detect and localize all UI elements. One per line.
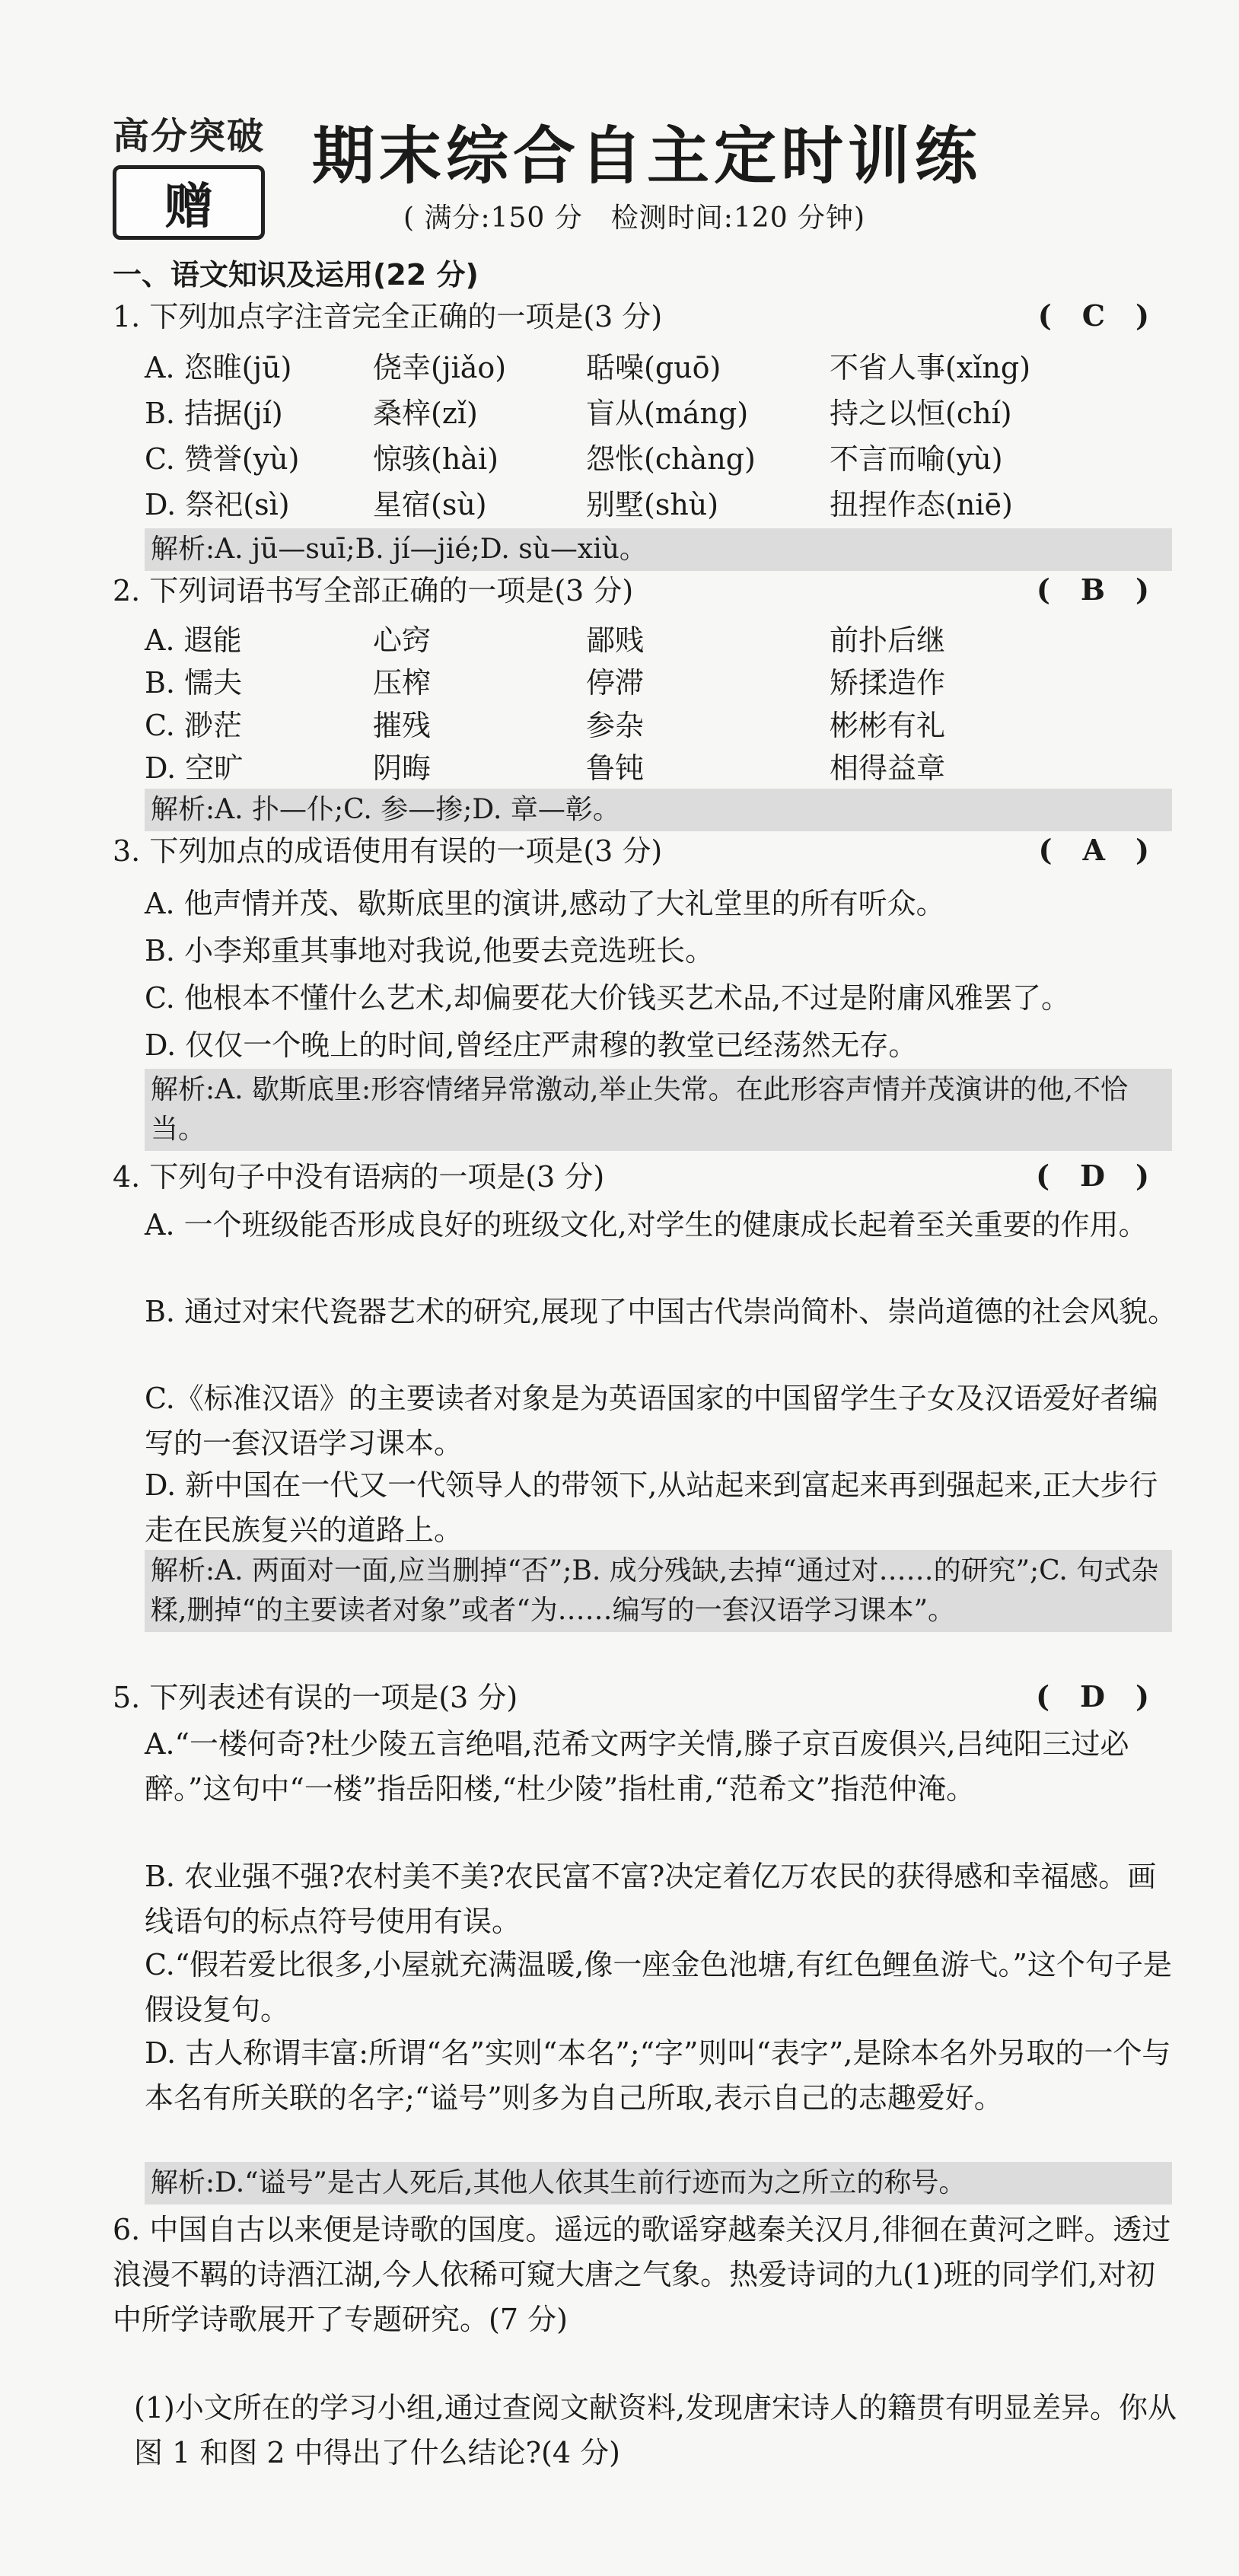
q5-answer: (D) [1036, 1679, 1180, 1714]
page-subtitle: ( 满分:150 分 检测时间:120 分钟) [403, 202, 866, 234]
q3-option-c: C. 他根本不懂什么艺术,却偏要花大价钱买艺术品,不过是附庸风雅罢了。 [145, 981, 1071, 1015]
q5-option-a: A.“一楼何奇?杜少陵五言绝唱,范希文两字关情,滕子京百废俱兴,吕纯阳三过必醉。”这句中“一楼”指岳阳楼,“杜少陵”指杜甫,“范希文”指范仲淹。 [145, 1727, 1129, 1806]
q2-a1: A. 遐能 [145, 623, 242, 657]
logo-text: 高分突破 [113, 115, 266, 158]
q1-d3: 别墅(shù) [586, 488, 719, 521]
q4-answer: (D) [1036, 1159, 1180, 1193]
q1-analysis: 解析:A. jū—suī;B. jí—jié;D. sù—xiù。 [145, 528, 1172, 571]
q2-d2: 阴晦 [373, 751, 432, 785]
q2-d1: D. 空旷 [145, 751, 244, 785]
q3-option-b: B. 小李郑重其事地对我说,他要去竞选班长。 [145, 934, 715, 968]
q3-option-d: D. 仅仅一个晚上的时间,曾经庄严肃穆的教堂已经荡然无存。 [145, 1028, 918, 1062]
q2-c1: C. 渺茫 [145, 709, 242, 742]
q6-sub1: (1)小文所在的学习小组,通过查阅文献资料,发现唐宋诗人的籍贯有明显差异。你从图 1 和图 2 中得出了什么结论?(4 分) [134, 2391, 1177, 2469]
q3-stem: 3. 下列加点的成语使用有误的一项是(3 分) [113, 834, 663, 868]
q1-stem: 1. 下列加点字注音完全正确的一项是(3 分) [113, 300, 663, 333]
q4-option-d: D. 新中国在一代又一代领导人的带领下,从站起来到富起来再到强起来,正大步行走在民族复兴的道路上。 [145, 1468, 1158, 1547]
q1-c3: 怨怅(chàng) [586, 442, 756, 476]
q2-a2: 心窍 [373, 623, 432, 657]
q3-answer: (A) [1038, 833, 1180, 867]
q1-answer: (C) [1037, 298, 1180, 333]
q2-c4: 彬彬有礼 [830, 709, 946, 742]
q2-a4: 前扑后继 [830, 623, 946, 657]
q5-option-d: D. 古人称谓丰富:所谓“名”实则“本名”;“字”则叫“表字”,是除本名外另取的一个与本名有所关联的名字;“谥号”则多为自己所取,表示自己的志趣爱好。 [145, 2036, 1171, 2115]
q2-b4: 矫揉造作 [830, 666, 946, 700]
q1-a3: 聒噪(guō) [586, 351, 721, 384]
q1-c1: C. 赞誉(yù) [145, 442, 300, 476]
q3-analysis: 解析:A. 歇斯底里:形容情绪异常激动,举止失常。在此形容声情并茂演讲的他,不恰当。 [145, 1069, 1172, 1151]
page-title: 期末综合自主定时训练 [312, 120, 983, 193]
q1-b4: 持之以恒(chí) [830, 397, 1012, 430]
q6-stem: 6. 中国自古以来便是诗歌的国度。遥远的歌谣穿越秦关汉月,徘徊在黄河之畔。透过浪漫不羁的诗酒江湖,今人依稀可窥大唐之气象。热爱诗词的九(1)班的同学们,对初中所学诗歌展开了专题研究。(7 分) [113, 2213, 1171, 2336]
publisher-logo [113, 107, 272, 240]
q1-a2: 侥幸(jiǎo) [373, 351, 507, 384]
section-heading: 一、语文知识及运用(22 分) [113, 258, 479, 292]
q5-stem: 5. 下列表述有误的一项是(3 分) [113, 1681, 518, 1714]
q1-c4: 不言而喻(yù) [830, 442, 1003, 476]
q4-option-c: C.《标准汉语》的主要读者对象是为英语国家的中国留学生子女及汉语爱好者编写的一套汉语学习课本。 [145, 1382, 1158, 1460]
q1-b2: 桑梓(zǐ) [373, 397, 478, 430]
q5-option-c: C.“假若爱比很多,小屋就充满温暖,像一座金色池塘,有红色鲤鱼游弋。”这个句子是假设复句。 [145, 1948, 1172, 2026]
q5-analysis: 解析:D.“谥号”是古人死后,其他人依其生前行迹而为之所立的称号。 [145, 2162, 1172, 2205]
q1-d1: D. 祭祀(sì) [145, 488, 290, 521]
q2-a3: 鄙贱 [586, 623, 645, 657]
q2-c3: 参杂 [586, 709, 645, 742]
q1-d2: 星宿(sù) [373, 488, 487, 521]
q1-b3: 盲从(máng) [586, 397, 749, 430]
q5-option-b: B. 农业强不强?农村美不美?农民富不富?决定着亿万农民的获得感和幸福感。画线语句的标点符号使用有误。 [145, 1860, 1157, 1938]
q2-stem: 2. 下列词语书写全部正确的一项是(3 分) [113, 574, 634, 607]
q1-a4: 不省人事(xǐng) [830, 351, 1031, 384]
q1-a1: A. 恣睢(jū) [145, 351, 292, 384]
q3-option-a: A. 他声情并茂、歇斯底里的演讲,感动了大礼堂里的所有听众。 [145, 887, 945, 920]
q2-d4: 相得益章 [830, 751, 946, 785]
q2-answer: (B) [1036, 572, 1180, 607]
q4-stem: 4. 下列句子中没有语病的一项是(3 分) [113, 1160, 605, 1194]
q4-option-b: B. 通过对宋代瓷器艺术的研究,展现了中国古代崇尚简朴、崇尚道德的社会风貌。 [145, 1295, 1177, 1328]
q1-c2: 惊骇(hài) [373, 442, 498, 476]
q1-b1: B. 拮据(jí) [145, 397, 283, 430]
q2-b2: 压榨 [373, 666, 432, 700]
q2-b1: B. 懦夫 [145, 666, 243, 700]
q2-b3: 停滞 [586, 666, 645, 700]
q1-d4: 扭捏作态(niē) [830, 488, 1013, 521]
q4-analysis: 解析:A. 两面对一面,应当删掉“否”;B. 成分残缺,去掉“通过对……的研究”;C. 句式杂糅,删掉“的主要读者对象”或者“为……编写的一套汉语学习课本”。 [145, 1550, 1172, 1632]
q4-option-a: A. 一个班级能否形成良好的班级文化,对学生的健康成长起着至关重要的作用。 [145, 1208, 1148, 1242]
q2-d3: 鲁钝 [586, 751, 645, 785]
q2-analysis: 解析:A. 扑—仆;C. 参—掺;D. 章—彰。 [145, 789, 1172, 831]
q2-c2: 摧残 [373, 709, 432, 742]
gift-badge: 赠 [113, 165, 265, 240]
